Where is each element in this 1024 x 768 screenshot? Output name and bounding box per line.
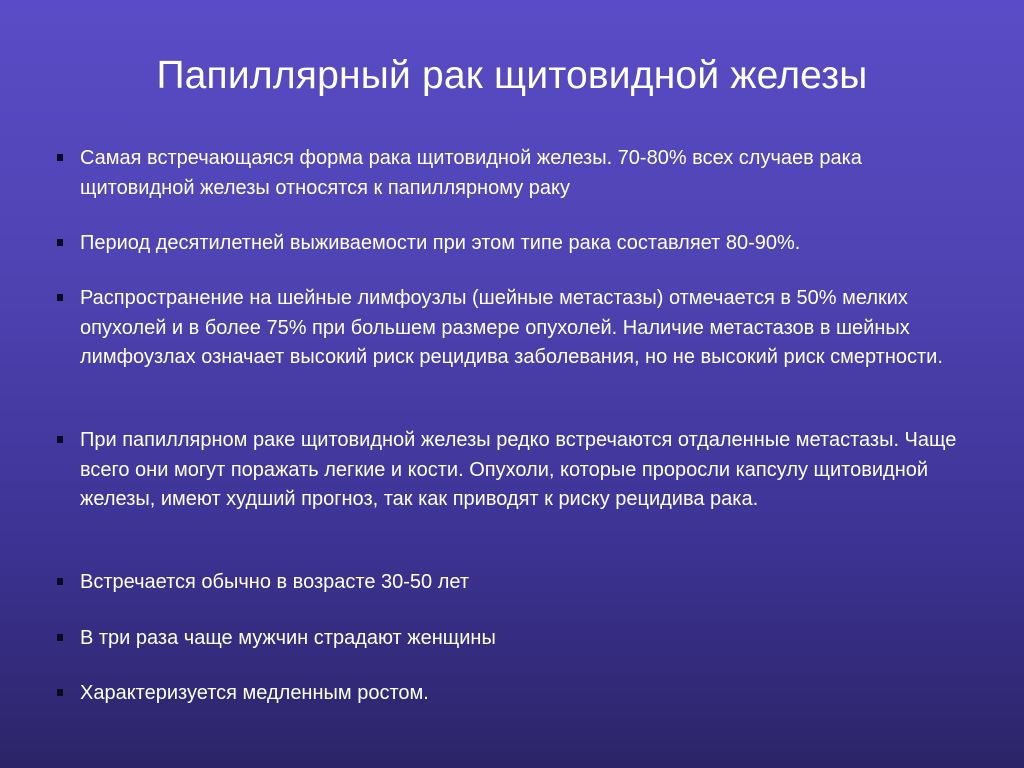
slide-title: Папиллярный рак щитовидной железы [156,54,868,97]
bullet-item [80,229,980,259]
bullet-text: Характеризуется медленным ростом. [80,682,429,704]
square-bullet-icon [57,154,63,161]
bullet-item [80,568,980,598]
bullet-item [80,624,980,654]
square-bullet-icon [57,578,63,585]
bullet-item [80,679,980,709]
bullet-text: Распространение на шейные лимфоузлы (шейные метастазы) отмечается в 50% мелких опухолей и в более 75% при большем размере опухолей. Наличие метастазов в шейных лимфоузлах означает высокий риск рецидива заболевания, но не высокий риск смертности. [80,287,943,368]
bullet-text: При папиллярном раке щитовидной железы редко встречаются отдаленные метастазы. Чаще всего они могут поражать легкие и кости. Опухоли, которые проросли капсулу щитовидной железы, имеют худший прогноз, так как приводят к риску рецидива рака. [80,429,957,510]
square-bullet-icon [57,436,63,443]
bullet-item [80,284,980,373]
bullet-text: Встречается обычно в возрасте 30-50 лет [80,571,470,593]
bullet-text: Самая встречающаяся форма рака щитовидной железы. 70-80% всех случаев рака щитовидной железы относятся к папиллярному раку [80,147,862,199]
square-bullet-icon [57,239,63,246]
bullet-item [80,144,980,203]
square-bullet-icon [57,294,63,301]
square-bullet-icon [57,634,63,641]
bullet-text: В три раза чаще мужчин страдают женщины [80,627,496,649]
bullet-item [80,426,980,515]
bullet-text: Период десятилетней выживаемости при этом типе рака составляет 80-90%. [80,232,801,254]
square-bullet-icon [57,689,63,696]
